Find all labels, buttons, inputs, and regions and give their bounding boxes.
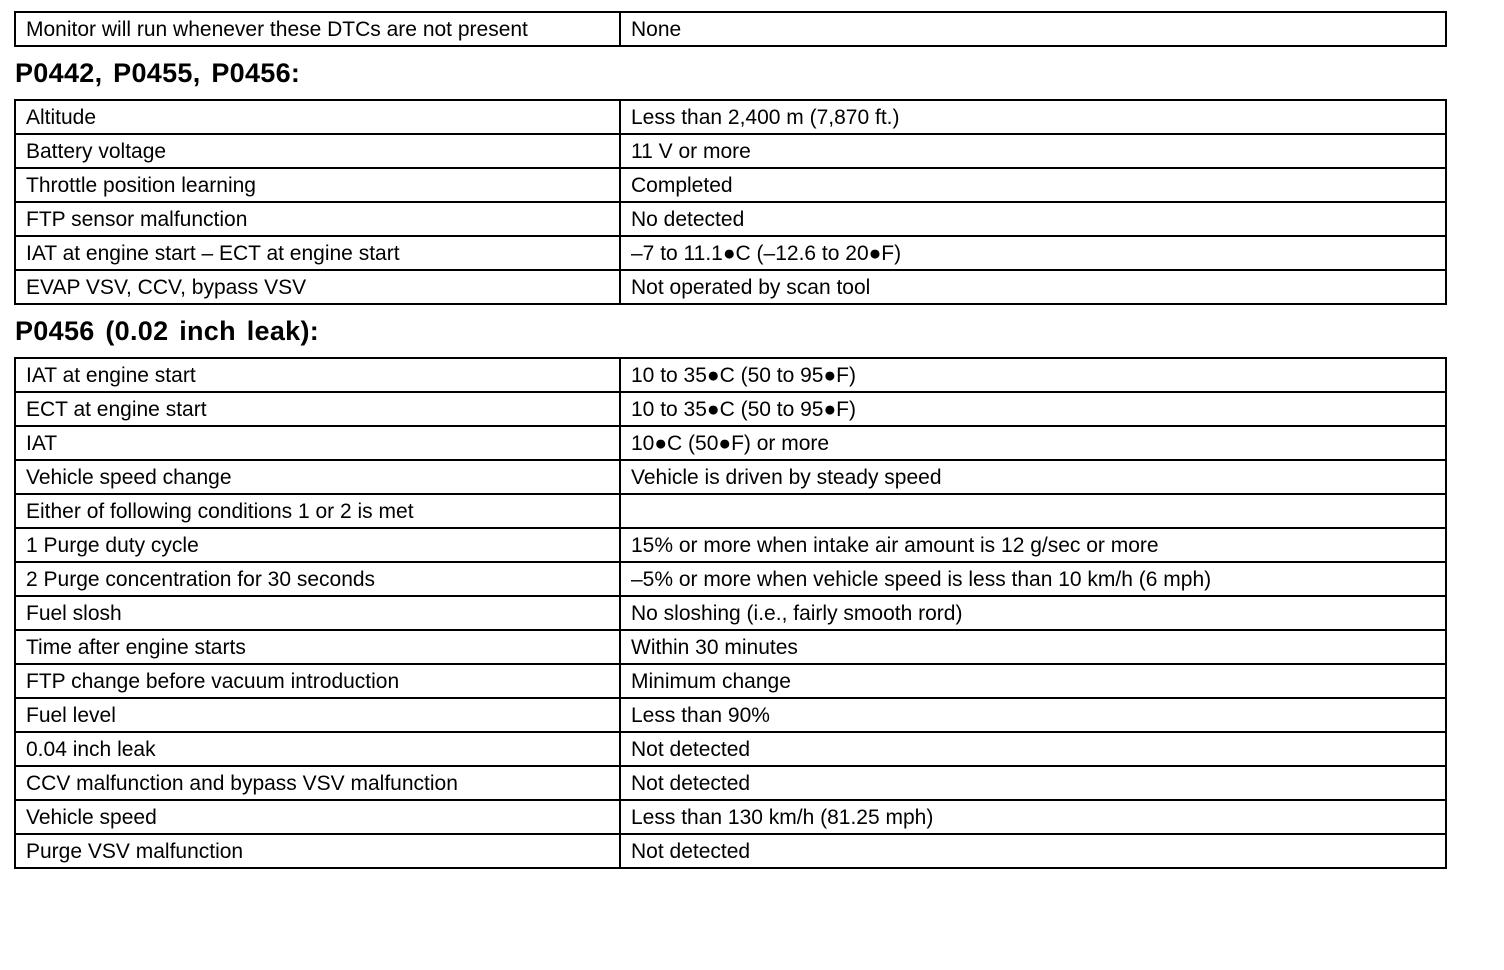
table-row bbox=[15, 698, 1446, 732]
condition-value: Completed bbox=[620, 168, 1446, 202]
condition-label: FTP change before vacuum introduction bbox=[15, 664, 620, 698]
table-row bbox=[15, 134, 1446, 168]
p0456-conditions-table bbox=[14, 357, 1447, 869]
condition-value: None bbox=[620, 12, 1446, 46]
section-heading-p0456: P0456 (0.02 inch leak): bbox=[15, 316, 320, 346]
table-row bbox=[15, 800, 1446, 834]
table-row bbox=[15, 100, 1446, 134]
condition-label: Fuel level bbox=[15, 698, 620, 732]
table-row bbox=[15, 562, 1446, 596]
condition-value: No sloshing (i.e., fairly smooth rord) bbox=[620, 596, 1446, 630]
condition-value: Not detected bbox=[620, 732, 1446, 766]
condition-value: Less than 130 km/h (81.25 mph) bbox=[620, 800, 1446, 834]
condition-label: Purge VSV malfunction bbox=[15, 834, 620, 868]
table-row bbox=[15, 426, 1446, 460]
condition-value: Vehicle is driven by steady speed bbox=[620, 460, 1446, 494]
condition-label: EVAP VSV, CCV, bypass VSV bbox=[15, 270, 620, 304]
condition-value: 10●C (50●F) or more bbox=[620, 426, 1446, 460]
table-row bbox=[15, 270, 1446, 304]
condition-value: Not detected bbox=[620, 766, 1446, 800]
condition-label: 1 Purge duty cycle bbox=[15, 528, 620, 562]
condition-value: Not operated by scan tool bbox=[620, 270, 1446, 304]
condition-label: IAT at engine start bbox=[15, 358, 620, 392]
condition-label: FTP sensor malfunction bbox=[15, 202, 620, 236]
p0442-conditions-table bbox=[14, 99, 1447, 305]
document-page bbox=[14, 11, 1447, 869]
table-row bbox=[15, 834, 1446, 868]
condition-value: 11 V or more bbox=[620, 134, 1446, 168]
condition-label: Altitude bbox=[15, 100, 620, 134]
table-row bbox=[15, 168, 1446, 202]
table-row bbox=[15, 460, 1446, 494]
condition-label: Either of following conditions 1 or 2 is met bbox=[15, 494, 620, 528]
table-row bbox=[15, 732, 1446, 766]
condition-label: ECT at engine start bbox=[15, 392, 620, 426]
condition-value bbox=[620, 494, 1446, 528]
condition-value: 15% or more when intake air amount is 12 g/sec or more bbox=[620, 528, 1446, 562]
condition-label: 2 Purge concentration for 30 seconds bbox=[15, 562, 620, 596]
section-heading-p0442-p0455-p0456: P0442, P0455, P0456: bbox=[15, 58, 301, 88]
condition-label: Fuel slosh bbox=[15, 596, 620, 630]
table-row bbox=[15, 12, 1446, 46]
condition-label: Monitor will run whenever these DTCs are not present bbox=[15, 12, 620, 46]
condition-value: Within 30 minutes bbox=[620, 630, 1446, 664]
condition-value: Not detected bbox=[620, 834, 1446, 868]
table-row bbox=[15, 630, 1446, 664]
monitor-dtc-table bbox=[14, 11, 1447, 47]
condition-label: 0.04 inch leak bbox=[15, 732, 620, 766]
condition-label: Vehicle speed bbox=[15, 800, 620, 834]
table-row bbox=[15, 528, 1446, 562]
condition-label: IAT bbox=[15, 426, 620, 460]
table-row bbox=[15, 358, 1446, 392]
condition-value: No detected bbox=[620, 202, 1446, 236]
condition-value: 10 to 35●C (50 to 95●F) bbox=[620, 358, 1446, 392]
condition-label: CCV malfunction and bypass VSV malfunction bbox=[15, 766, 620, 800]
condition-value: –5% or more when vehicle speed is less than 10 km/h (6 mph) bbox=[620, 562, 1446, 596]
table-row bbox=[15, 494, 1446, 528]
table-row bbox=[15, 766, 1446, 800]
condition-label: Throttle position learning bbox=[15, 168, 620, 202]
table-row bbox=[15, 236, 1446, 270]
table-row bbox=[15, 202, 1446, 236]
condition-label: IAT at engine start – ECT at engine start bbox=[15, 236, 620, 270]
condition-value: Less than 2,400 m (7,870 ft.) bbox=[620, 100, 1446, 134]
condition-value: –7 to 11.1●C (–12.6 to 20●F) bbox=[620, 236, 1446, 270]
table-row bbox=[15, 596, 1446, 630]
condition-value: Less than 90% bbox=[620, 698, 1446, 732]
table-row bbox=[15, 392, 1446, 426]
condition-label: Vehicle speed change bbox=[15, 460, 620, 494]
condition-value: 10 to 35●C (50 to 95●F) bbox=[620, 392, 1446, 426]
condition-label: Battery voltage bbox=[15, 134, 620, 168]
condition-label: Time after engine starts bbox=[15, 630, 620, 664]
condition-value: Minimum change bbox=[620, 664, 1446, 698]
table-row bbox=[15, 664, 1446, 698]
